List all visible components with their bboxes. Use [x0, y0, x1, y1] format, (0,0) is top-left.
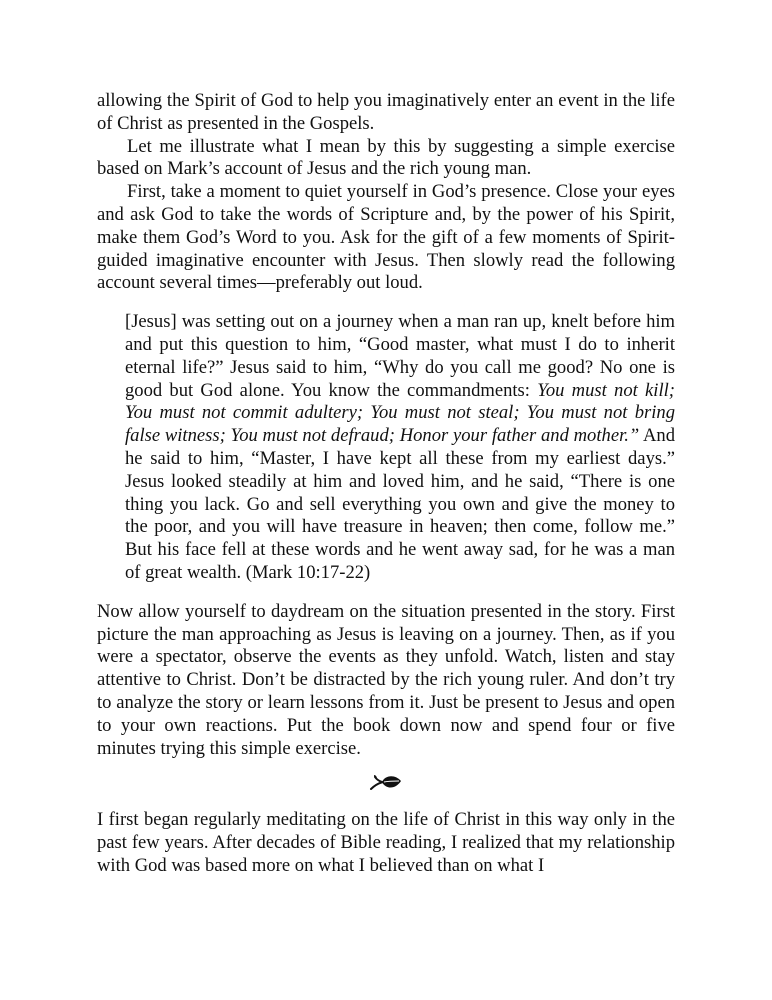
paragraph-illustration-intro: Let me illustrate what I mean by this by suggesting a simple exercise based on Mark’s account of Jesus and the rich young man.	[97, 135, 675, 180]
quote-commandments-italic: You must not kill; You must not commit adultery; You must not steal; You must not bring false witness; You must not defraud; Honor your father and mother.”	[125, 379, 675, 447]
section-ornament	[97, 771, 675, 797]
paragraph-personal-reflection: I first began regularly meditating on the life of Christ in this way only in the past few years. After decades of Bible reading, I realized that my relationship with God was based more on what I believed than on what I	[97, 809, 675, 876]
paragraph-continuation: allowing the Spirit of God to help you imaginatively enter an event in the life of Christ as presented in the Gospels.	[97, 90, 675, 134]
quote-text-start: [Jesus] was setting out on a journey when a man ran up, knelt before him and put this question to him, “Good master, what must I do to inherit eternal life?” Jesus said to him, “Why do you call me good? No one is good but God alone. You know the commandments:	[125, 311, 675, 401]
scripture-block-quote	[125, 311, 675, 585]
paragraph-instructions: First, take a moment to quiet yourself in God’s presence. Close your eyes and ask God to take the words of Scripture and, by the power of his Spirit, make them God’s Word to you. Ask for the gift of a few moments of Spirit-guided imaginative encounter with Jesus. Then slowly read the following account several times—preferably out loud.	[97, 181, 675, 294]
book-page	[97, 90, 675, 878]
paragraph-daydream-exercise: Now allow yourself to daydream on the situation presented in the story. First picture the man approaching as Jesus is leaving on a journey. Then, as if you were a spectator, observe the events as they unfold. Watch, listen and stay attentive to Christ. Don’t be distracted by the rich young ruler. And don’t try to analyze the story or learn lessons from it. Just be present to Jesus and open to your own reactions. Put the book down now and spend four or five minutes trying this simple exercise.	[97, 600, 675, 759]
quote-text-end: And he said to him, “Master, I have kept all these from my earliest days.” Jesus looked steadily at him and loved him, and he said, “There is one thing you lack. Go and sell everything you own and give the money to the poor, and you will have treasure in heaven; then come, follow me.” But his face fell at these words and he went away sad, for he was a man of great wealth. (Mark 10:17-22)	[125, 425, 675, 583]
leaf-sprig-icon	[369, 771, 403, 795]
